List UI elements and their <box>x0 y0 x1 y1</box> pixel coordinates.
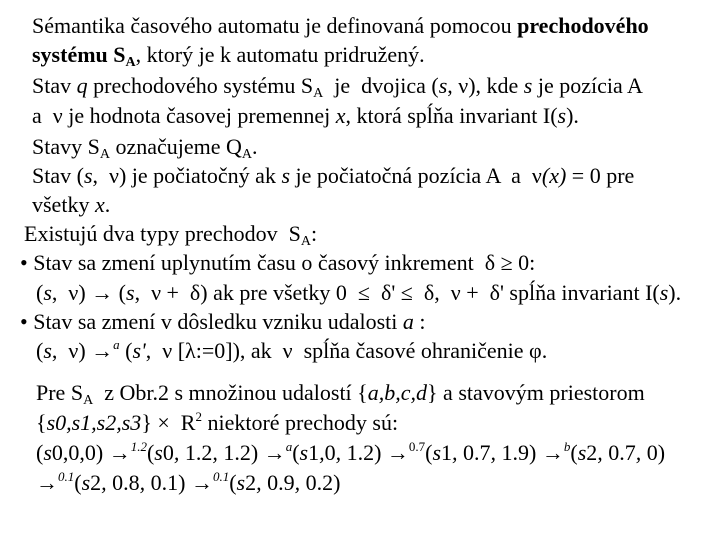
text-line-10: (s, ν) → (s, ν + δ) ak pre všetky 0 ≤ δ' ≤ δ, ν + δ' spĺňa invariant I(s). <box>36 280 682 305</box>
text-line-14: $\{s0,s1,s2,s3\} \times R^2$ niektoré prechody sú: <box>36 409 399 435</box>
text-line-15: (s0,0,0) →$^{1.2}$(s0, 1.2, 1.2) →$^a$(s1,0, 1.2) →$^{0.7}$(s1, 0.7, 1.9) →$^b$(s2, 0.7, 0) <box>36 439 666 465</box>
text-line-13: Pre $S_A$ z Obr.2 s množinou udalostí {a,b,c,d} a stavovým priestorom <box>36 380 645 408</box>
text-line-2: systému $S_A$, ktorý je k automatu pridružený. <box>32 42 425 70</box>
text-line-11: • Stav sa zmení v dôsledku vzniku udalosti a : <box>20 309 426 334</box>
text-line-9: • Stav sa zmení uplynutím času o časový inkrement δ ≥ 0: <box>20 250 536 275</box>
text-line-7: všetky x. <box>32 192 111 217</box>
text-line-1: Sémantika časového automatu je definovaná pomocou prechodového <box>32 13 649 38</box>
text-line-6: Stav (s, ν) je počiatočný ak s je počiatočná pozícia A a ν(x) = 0 pre <box>32 163 635 188</box>
text-line-5: Stavy $S_A$ označujeme $Q_A$. <box>32 134 258 162</box>
text-line-8: Existujú dva typy prechodov $S_A$: <box>24 221 318 249</box>
text-line-4: a ν je hodnota časovej premennej x, ktorá spĺňa invariant I(s). <box>32 103 579 128</box>
text-line-16: →$^{0.1}$(s2, 0.8, 0.1) →$^{0.1}$(s2, 0.9, 0.2) <box>36 469 341 495</box>
text-line-3: Stav q prechodového systému $S_A$ je dvojica (s, ν), kde s je pozícia A <box>32 73 643 101</box>
text-line-12: (s, ν) →$^a$ (s', ν [λ:=0]), ak ν spĺňa časové ohraničenie φ. <box>36 337 548 363</box>
